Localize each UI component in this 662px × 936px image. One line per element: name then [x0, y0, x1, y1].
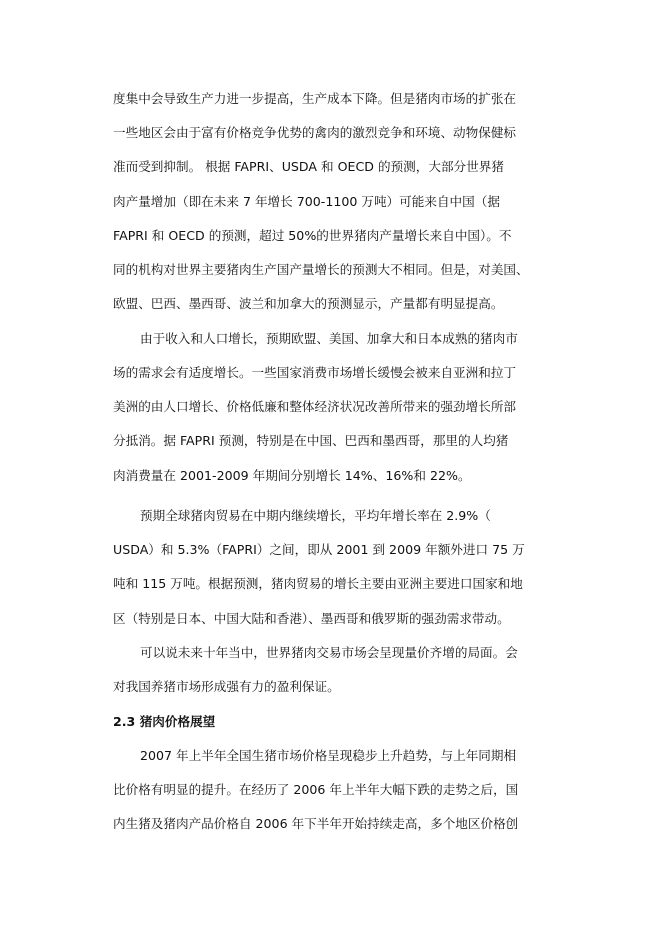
text-line: 准而受到抑制。 根据 FAPRI、USDA 和 OECD 的预测，大部分世界猪 — [113, 159, 504, 174]
text-line: 肉消费量在 2001-2009 年期间分别增长 14%、16%和 22%。 — [113, 468, 471, 483]
text-line: 可以说未来十年当中，世界猪肉交易市场会呈现量价齐增的局面。会 — [140, 645, 518, 660]
text-line: 2007 年上半年全国生猪市场价格呈现稳步上升趋势，与上年同期相 — [140, 748, 517, 763]
text-line: 预期全球猪肉贸易在中期内继续增长，平均年增长率在 2.9%（ — [140, 508, 491, 523]
text-line: 度集中会导致生产力进一步提高，生产成本下降。但是猪肉市场的扩张在 — [113, 91, 516, 106]
text-line: 内生猪及猪肉产品价格自 2006 年下半年开始持续走高，多个地区价格创 — [113, 816, 519, 831]
text-line: 美洲的由人口增长、价格低廉和整体经济状况改善所带来的强劲增长所部 — [113, 399, 516, 414]
text-line: 区（特别是日本、中国大陆和香港）、墨西哥和俄罗斯的强劲需求带动。 — [113, 611, 510, 626]
text-line: 一些地区会由于富有价格竞争优势的禽肉的激烈竞争和环境、动物保健标 — [113, 125, 516, 140]
text-line: 场的需求会有适度增长。一些国家消费市场增长缓慢会被来自亚洲和拉丁 — [113, 365, 516, 380]
section-heading: 2.3 猪肉价格展望 — [113, 714, 216, 729]
text-line: FAPRI 和 OECD 的预测，超过 50%的世界猪肉产量增长来自中国）。不 — [113, 228, 512, 243]
text-line: 吨和 115 万吨。根据预测，猪肉贸易的增长主要由亚洲主要进口国家和地 — [113, 576, 523, 591]
text-line: 分抵消。据 FAPRI 预测，特别是在中国、巴西和墨西哥，那里的人均猪 — [113, 433, 509, 448]
text-line: USDA）和 5.3%（FAPRI）之间，即从 2001 到 2009 年额外进口 75 万 — [113, 542, 525, 557]
text-line: 欧盟、巴西、墨西哥、波兰和加拿大的预测显示，产量都有明显提高。 — [113, 296, 504, 311]
text-line: 由于收入和人口增长，预期欧盟、美国、加拿大和日本成熟的猪肉市 — [140, 331, 518, 346]
text-line: 肉产量增加（即在未来 7 年增长 700-1100 万吨）可能来自中国（据 — [113, 194, 500, 209]
text-line: 对我国养猪市场形成强有力的盈利保证。 — [113, 679, 340, 694]
text-line: 同的机构对世界主要猪肉生产国产量增长的预测大不相同。但是，对美国、 — [113, 262, 529, 277]
text-line: 比价格有明显的提升。在经历了 2006 年上半年大幅下跌的走势之后，国 — [113, 782, 519, 797]
